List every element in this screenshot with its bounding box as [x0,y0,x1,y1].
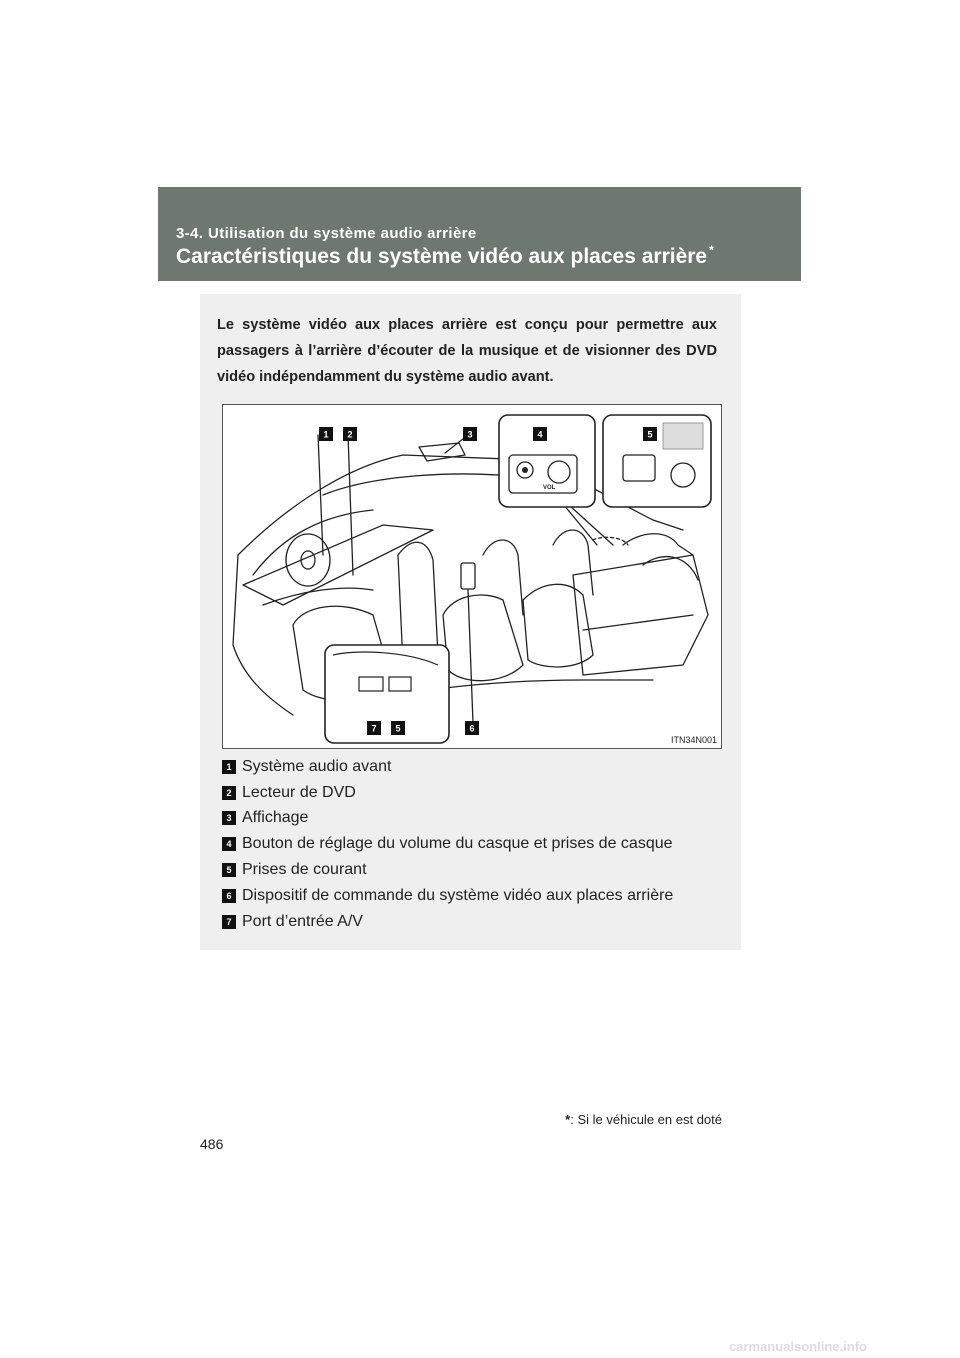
legend-number-badge: 6 [222,889,236,903]
legend-text: Affichage [242,809,309,827]
legend-item [222,806,732,832]
asterisk-icon: * [565,1112,571,1127]
callout-2: 2 [347,429,353,440]
page-title [176,243,714,269]
legend-item [222,909,732,935]
legend-text: Bouton de réglage du volume du casque et prises de casque [242,835,673,853]
legend-item [222,857,732,883]
footnote-text: : Si le véhicule en est doté [570,1112,722,1127]
callout-3: 3 [467,429,473,440]
legend-number-badge: 2 [222,786,236,800]
page-title-text: Caractéristiques du système vidéo aux places arrière [176,245,708,268]
vehicle-interior-illustration [222,404,722,749]
figure-code: ITN34N001 [670,735,717,745]
callout-1: 1 [323,429,329,440]
vol-label: VOL [543,485,556,491]
legend-item [222,883,732,909]
content-panel [200,294,741,950]
footnote [565,1112,722,1127]
legend-text: Système audio avant [242,757,392,775]
legend-number-badge: 5 [222,863,236,877]
legend-number-badge: 1 [222,760,236,774]
legend-item [222,780,732,806]
callout-4: 4 [537,429,543,440]
legend-number-badge: 3 [222,811,236,825]
legend-text: Prises de courant [242,861,367,879]
callout-7: 7 [371,723,377,734]
legend-text: Port d’entrée A/V [242,912,363,930]
legend-number-badge: 7 [222,915,236,929]
legend-item [222,754,732,780]
callout-5-bottom: 5 [395,723,401,734]
chapter-header [158,187,801,281]
page-number: 486 [200,1136,224,1152]
asterisk-icon: * [709,243,714,257]
callout-5-top: 5 [647,429,653,440]
callout-6: 6 [469,723,475,734]
legend-item [222,831,732,857]
watermark: carmanualsonline.info [729,1339,867,1354]
legend-text: Lecteur de DVD [242,783,356,801]
legend-text: Dispositif de commande du système vidéo aux places arrière [242,886,674,904]
interior-drawing [223,405,721,748]
section-label: 3-4. Utilisation du système audio arrière [176,225,477,242]
intro-paragraph: Le système vidéo aux places arrière est conçu pour permettre aux passagers à l’arrière d’écouter de la musique et de visionner des DVD vidéo indépendamment du système audio avant. [217,317,717,385]
legend-list [222,754,732,935]
legend-number-badge: 4 [222,837,236,851]
